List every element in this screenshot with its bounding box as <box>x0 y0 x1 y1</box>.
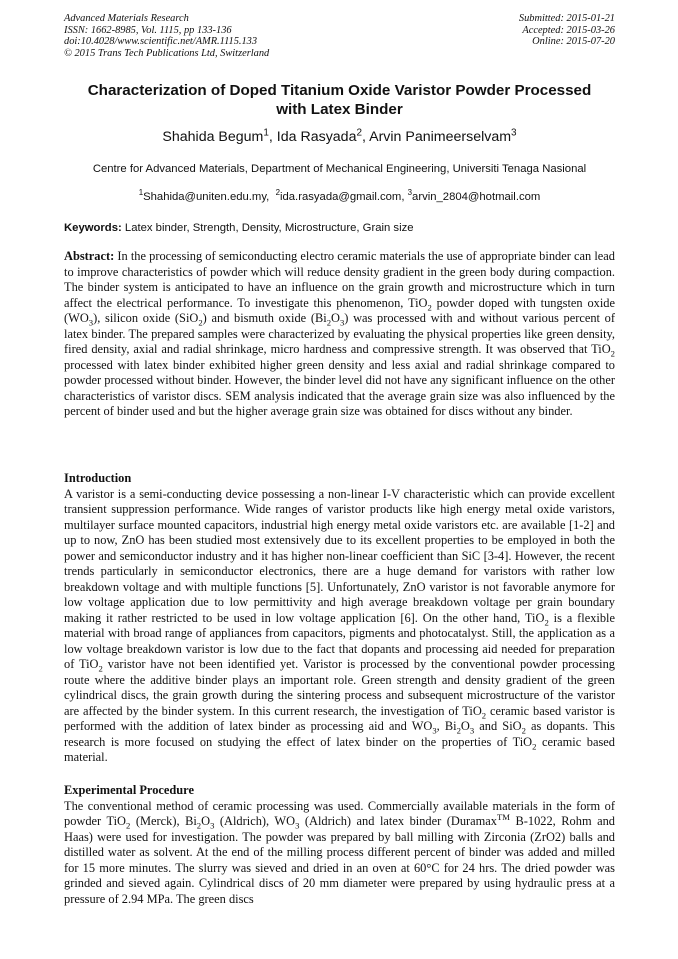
abstract-label: Abstract: <box>64 249 115 263</box>
journal-header <box>64 13 269 59</box>
online-date: Online: 2015-07-20 <box>532 36 615 48</box>
title-line-2: with Latex Binder <box>276 101 403 118</box>
experimental-paragraph: The conventional method of ceramic processing was used. Commercially available materials in the form of powder TiO$_2$ (Merck), $Bi_2O_3$ (Aldrich), $WO_3$ (Aldrich) and latex binder (Duramax™ B-1022, Rohm and Haas) were used for investigation. The powder was prepared by ball milling with Zirconia (ZrO2) balls and distilled water as solvent. At the end of the milling process different percent of binder was added and milled for 15 more minutes. The slurry was sieved and dried in an oven at 60°C for 24 hrs. The dried powder was grinded and sieved again. Cylindrical discs of 20 mm diameter were prepared by using hydraulic press at a pressure of 2.94 MPa. The green discs <box>64 798 615 906</box>
author-name: Ida Rasyada <box>276 129 357 145</box>
affiliation: Centre for Advanced Materials, Department of Mechanical Engineering, Universiti Tenaga Nasional <box>92 163 587 175</box>
copyright: © 2015 Trans Tech Publications Ltd, Switzerland <box>64 47 270 59</box>
keywords-line <box>64 221 615 235</box>
email-link[interactable]: Shahida@uniten.edu.my, <box>143 191 270 203</box>
journal-name: Advanced Materials Research <box>64 13 189 24</box>
title-line-1: Characterization of Doped Titanium Oxide Varistor Powder Processed <box>87 82 592 99</box>
keywords-label: Keywords: <box>64 222 122 234</box>
author-name: Arvin Panimeerselvam <box>369 129 512 145</box>
author-list: Shahida Begum$^1$, Ida Rasyada$^2$, Arvin Panimeerselvam$^3$ <box>162 127 517 145</box>
email-link[interactable]: arvin_2804@hotmail.com <box>412 191 541 203</box>
section-heading: Experimental Procedure <box>64 783 194 797</box>
dates-header <box>519 13 615 48</box>
author-name: Shahida Begum <box>162 129 264 145</box>
author-emails: $^1$Shahida@uniten.edu.my, $^2$ida.rasyada@gmail.com, $^3$arvin_2804@hotmail.com <box>138 188 541 203</box>
submitted-date: Submitted: 2015-01-21 <box>518 13 615 24</box>
paper-title <box>64 81 615 119</box>
issn: ISSN: 1662-8985, Vol. 1115, pp 133-136 <box>64 24 232 36</box>
introduction-paragraph: A varistor is a semi-conducting device possessing a non-linear I-V characteristic which can provide excellent transient suppression performance. Wide ranges of varistor products like high energy metal oxide varistors, multilayer surface mounted capacitors, industrial high energy metal oxide varistors etc. are available [1-2] and up to now, ZnO has been studied most extensively due to its excellent properties to be employed in both the power and semiconductor industry and it has higher non-linear coefficient than SiC [3-4]. However, the recent trends particularly in semiconductor electronics, there are a huge demand for varistors with rather low breakdown voltage and with multiple functions [5]. Unfortunately, ZnO varistor is not favorable anymore for low voltage application due to low permittivity and high average breakdown voltage per grain boundary making it rather restricted to be used in low voltage application [6]. On the other hand, TiO$_2$ is a flexible material with broad range of appliances from capacitors, pigments and photocatalyst. Still, the application as a low voltage breakdown varistor is low due to the fact that dopants and processing aid needed for preparation of TiO$_2$ varistor have not been identified yet. Varistor is processed by the conventional powder processing route where the additive binder plays an important role. Green strength and density gradient of the green cylindrical discs, the grain growth during the sintering process and subsequent microstructure of the varistor are affected by the binder system. In this current research, the investigation of TiO$_2$ ceramic based varistor is performed with the addition of latex binder as processing aid and $WO_3$, $Bi_2O_3$ and SiO$_2$ as dopants. This research is more focused on studying the effect of latex binder on the properties of TiO$_2$ ceramic based material. <box>64 486 616 764</box>
section-heading: Introduction <box>64 471 132 485</box>
keywords-text: Latex binder, Strength, Density, Microstructure, Grain size <box>124 222 414 234</box>
abstract-paragraph: Abstract: In the processing of semiconducting electro ceramic materials the use of appropriate binder can lead to improve characteristics of powder which will reduce density gradient in the green body during compaction. The binder system is anticipated to have an influence on the grain growth and microstructure which in turn affect the electrical performance. To investigate this phenomenon, TiO$_2$ powder doped with tungsten oxide $(WO_3)$, silicon oxide (SiO$_2$) and bismuth oxide $(Bi_2O_3)$ was processed with and without various percent of latex binder. The prepared samples were characterized by evaluating the physical properties like green density, fired density, axial and radial shrinkage, micro hardness and compressive strength. It was observed that TiO$_2$ processed with latex binder exhibited higher green density and less axial and radial shrinkage compared to powder processed without binder. However, the binder level did not have any significant influence on the other characteristics of varistor discs. SEM analysis indicated that the average grain size was also influenced by the percent of binder used and but the higher average grain size was obtained for discs without any binder. <box>64 249 615 418</box>
email-link[interactable]: ida.rasyada@gmail.com, <box>279 191 405 203</box>
experimental-section <box>64 783 615 907</box>
doi[interactable]: doi:10.4028/www.scientific.net/AMR.1115.133 <box>64 36 258 48</box>
introduction-section <box>64 471 615 766</box>
accepted-date: Accepted: 2015-03-26 <box>522 24 615 36</box>
